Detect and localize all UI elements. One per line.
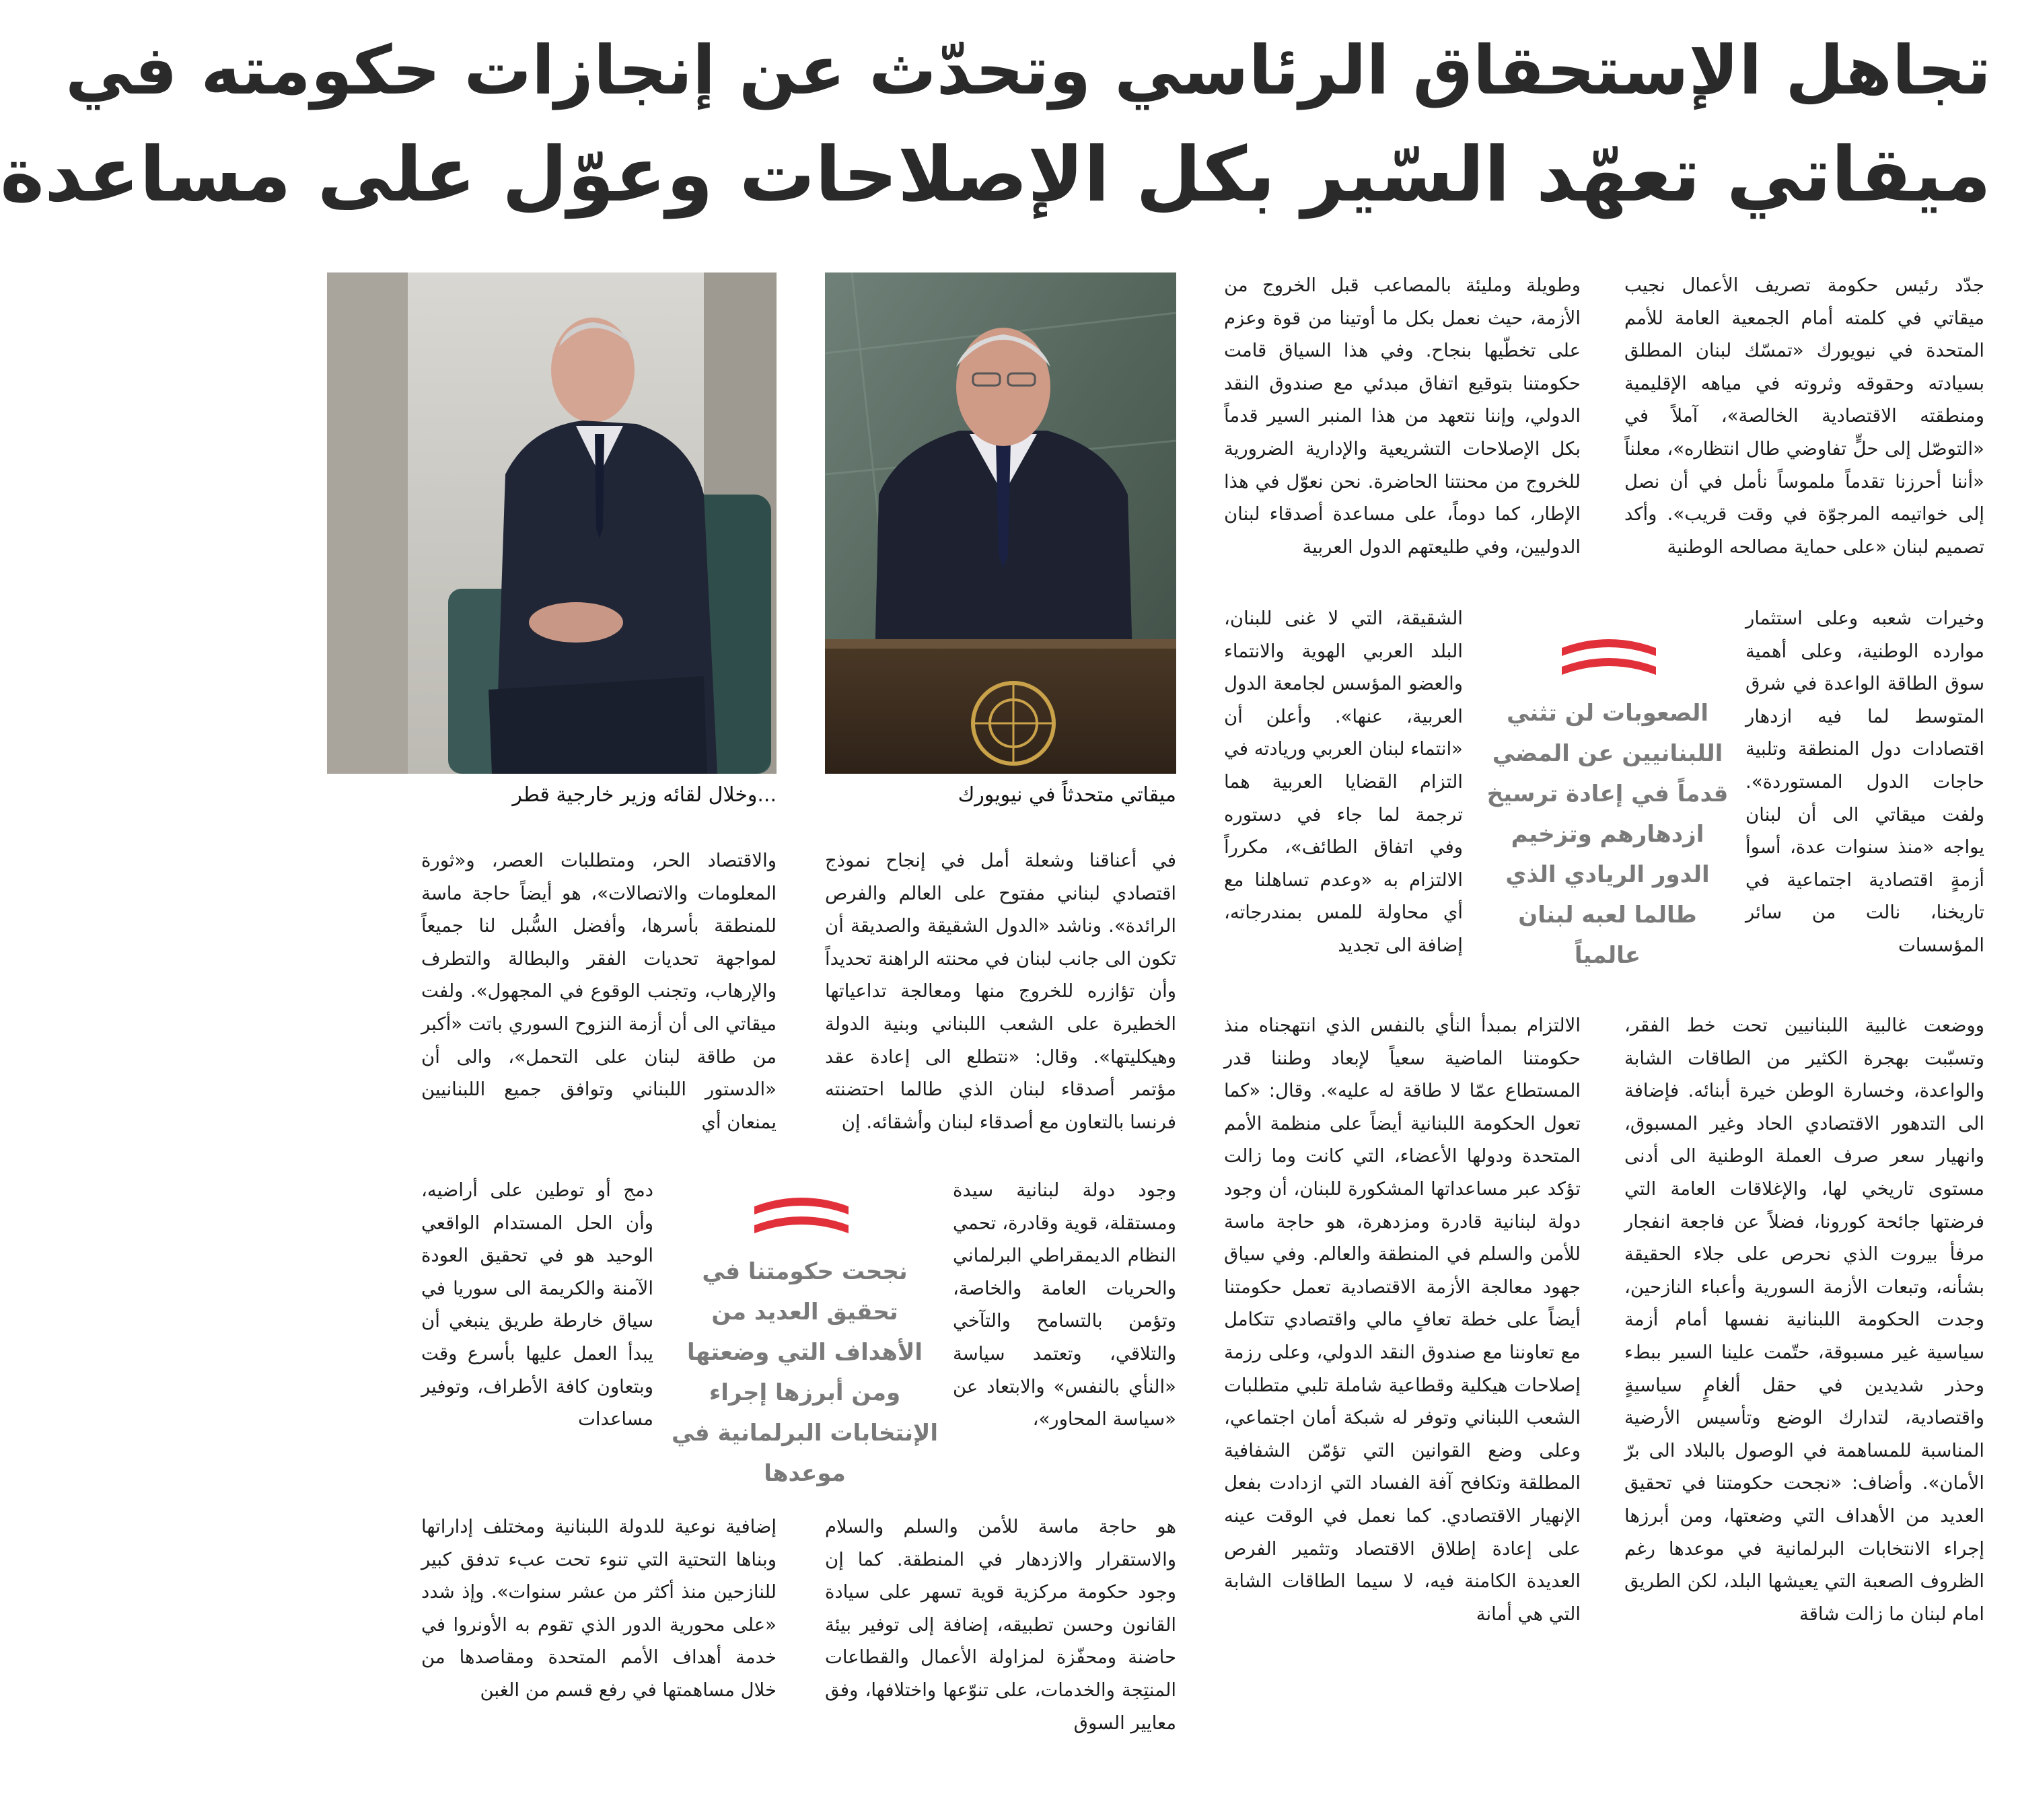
column-3-narrow: وجود دولة لبنانية سيدة ومستقلة، قوية وقادرة، تحمي النظام الديمقراطي البرلماني والحريات العامة والخاصة، وتؤمن بالتسامح والتآخي والتلاقي، وتعتمد سياسة «النأي بالنفس» والابتعاد عن «سياسة المحاور»، — [953, 1179, 1176, 1430]
podium-photo-caption: ميقاتي متحدثاً في نيويورك — [958, 783, 1176, 807]
headline-line-1: تجاهل الإستحقاق الرئاسي وتحدّث عن إنجازات حكومته في — [65, 31, 1991, 110]
lebanese-flag-ribbon-icon — [751, 1194, 852, 1241]
column-4-narrow: دمج أو توطين على أراضيه، وأن الحل المستدام الواقعي الوحيد هو في تحقيق العودة الآمنة والكريمة الى سوريا في سياق خارطة طريق ينبغي أن يبدأ العمل عليها بأسرع وقت وبتعاون كافة الأطراف، وتوفير مساعدات — [421, 1179, 653, 1430]
lebanese-flag-ribbon-icon — [1558, 636, 1659, 683]
column-2-bottom: الالتزام بمبدأ النأي بالنفس الذي انتهجناه منذ حكومتنا الماضية سعياً لإبعاد وطننا قدر المستطاع عمّا لا طاقة له عليه». وقال: «كما تعول الحكومة اللبنانية أيضاً على منظمة الأمم المتحدة ودولها الأعضاء، التي كانت وما زالت تؤكد عبر مساعداتها المشكورة للبنان، أن وجود دولة لبنانية قادرة ومزدهرة، هو حاجة ماسة للأمن والسلم في المنطقة والعالم. وفي سياق جهود معالجة الأزمة الاقتصادية تعمل حكومتنا أيضاً على خطة تعافٍ مالي واقتصادي تتكامل مع تعاوننا مع صندوق النقد الدولي، وعلى رزمة إصلاحات هيكلية وقطاعية شاملة تلبي متطلبات الشعب اللبناني وتوفر له شبكة أمان اجتماعي، وعلى وضع القوانين التي تؤمّن الشفافية المطلقة وتكافح آفة الفساد التي ازدادت بفعل الإنهيار الاقتصادي. كما نعمل في الوقت عينه على إعادة إطلاق الاقتصاد وتثمير الفرص العديدة الكامنة فيه، لا سيما الطاقات الشابة التي هي أمانة — [1224, 1015, 1581, 1625]
mikati-podium-photo — [825, 272, 1176, 774]
column-2-narrow: الشقيقة، التي لا غنى للبنان، البلد العربي الهوية والانتماء والعضو المؤسس لجامعة الدول العربية، عنها». وأعلن أن «انتماء لبنان العربي وريادته في التزام القضايا العربية هما ترجمة لما جاء في دستوره وفي اتفاق الطائف»، مكرراً الالتزام به «وعدم تساهلنا مع أي محاولة للمس بمندرجاته، إضافة الى تجديد — [1224, 608, 1463, 956]
column-1-narrow: وخيرات شعبه وعلى استثمار موارده الوطنية، وعلى أهمية سوق الطاقة الواعدة في شرق المتوسط لما فيه ازدهار اقتصادات دول المنطقة وتلبية حاجات الدول المستوردة». ولفت ميقاتي الى أن لبنان يواجه «منذ سنوات عدة، أسوأ أزمةٍ اقتصادية اجتماعية في تاريخنا، نالت من سائر المؤسسات — [1745, 608, 1984, 956]
column-4-bottom: إضافية نوعية للدولة اللبنانية ومختلف إداراتها وبناها التحتية التي تنوء تحت عبء تدفق كبير للنازحين منذ أكثر من عشر سنوات». وإذ شدد «على محورية الدور الذي تقوم به الأونروا في خدمة أهداف الأمم المتحدة ومقاصدها من خلال مساهمتها في رفع قسم من الغبن — [421, 1516, 777, 1701]
headline-line-2: ميقاتي تعهّد السّير بكل الإصلاحات وعوّل على مساعدة — [0, 131, 1991, 219]
mikati-meeting-photo — [327, 272, 777, 774]
meeting-photo-caption: ...وخلال لقائه وزير خارجية قطر — [512, 783, 777, 807]
column-3-top: في أعناقنا وشعلة أمل في إنجاح نموذج اقتصادي لبناني مفتوح على العالم والفرص الرائدة». وناشد «الدول الشقيقة والصديقة أن تكون الى جانب لبنان في محنته الراهنة تحديداً وأن تؤازره للخروج منها ومعالجة تداعياتها الخطيرة على الشعب اللبناني وبنية الدولة وهيكليتها». وقال: «نتطلع الى إعادة عقد مؤتمر أصدقاء لبنان الذي طالما احتضنته فرنسا بالتعاون مع أصدقاء لبنان وأشقائه. إن — [825, 850, 1176, 1133]
column-1-bottom: ووضعت غالبية اللبنانيين تحت خط الفقر، وتسبّبت بهجرة الكثير من الطاقات الشابة والواعدة، وخسارة الوطن خيرة أبنائه. فإضافة الى التدهور الاقتصادي الحاد وغير المسبوق، وانهيار سعر صرف العملة الوطنية الى أدنى مستوى تاريخي لها، والإغلاقات العامة التي فرضتها جائحة كورونا، فضلاً عن فاجعة انفجار مرفأ بيروت الذي نحرص على جلاء الحقيقة بشأنه، وتبعات الأزمة السورية وأعباء النازحين، وجدت الحكومة اللبنانية نفسها أمام أزمة سياسية غير مسبوقة، حتّمت علينا السير ببطء وحذر شديدين في حقل ألغامٍ سياسيةٍ واقتصادية، لتدارك الوضع وتأسيس الأرضية المناسبة للمساهمة في الوصول بالبلاد الى برّ الأمان». وأضاف: «نجحت حكومتنا في تحقيق العديد من الأهداف التي وضعتها، ومن أبرزها إجراء الانتخابات البرلمانية في موعدها رغم الظروف الصعبة التي يعيشها البلد، لكن الطريق امام لبنان ما زالت شاقة — [1624, 1015, 1984, 1625]
pull-quote-1: الصعوبات لن تثني اللبنانيين عن المضي قدماً في إعادة ترسيخ ازدهارهم وتزخيم الدور الريادي الذي طالما لعبه لبنان عالمياً — [1486, 700, 1729, 969]
column-4-top: والاقتصاد الحر، ومتطلبات العصر، و«ثورة المعلومات والاتصالات»، هو أيضاً حاجة ماسة للمنطقة بأسرها، وأفضل السُّبل لنا جميعاً لمواجهة تحديات الفقر والبطالة والتطرف والإرهاب، وتجنب الوقوع في المجهول». ولفت ميقاتي الى أن أزمة النزوح السوري باتت «أكبر من طاقة لبنان على التحمل»، والى أن «الدستور اللبناني وتوافق جميع اللبنانيين يمنعان أي — [421, 850, 777, 1133]
column-3-bottom: هو حاجة ماسة للأمن والسلم والسلام والاستقرار والازدهار في المنطقة. كما إن وجود حكومة مركزية قوية تسهر على سيادة القانون وحسن تطبيقه، إضافة إلى توفير بيئة حاضنة ومحفّزة لمزاولة الأعمال والقطاعات المنتِجة والخدمات، على تنوّعها واختلافها، وفق معايير السوق — [825, 1516, 1176, 1734]
column-1-top: جدّد رئيس حكومة تصريف الأعمال نجيب ميقاتي في كلمته أمام الجمعية العامة للأمم المتحدة في نيويورك «تمسّك لبنان المطلق بسيادته وحقوقه وثروته في مياهه الإقليمية ومنطقته الاقتصادية الخالصة»، آملاً في «التوصّل إلى حلٍّ تفاوضي طال انتظاره»، معلناً «أننا أحرزنا تقدماً ملموساً نأمل في أن نصل إلى خواتيمه المرجوّة في وقت قريب». وأكد تصميم لبنان «على حماية مصالحه الوطنية — [1624, 275, 1984, 558]
pull-quote-2: نجحت حكومتنا في تحقيق العديد من الأهداف التي وضعتها ومن أبرزها إجراء الإنتخابات البرلمانية في موعدها — [672, 1258, 938, 1487]
column-2-top: وطويلة ومليئة بالمصاعب قبل الخروج من الأزمة، حيث نعمل بكل ما أوتينا من قوة وعزم على تخطّيها بنجاح. وفي هذا السياق قامت حكومتنا بتوقيع اتفاق مبدئي مع صندوق النقد الدولي، وإننا نتعهد من هذا المنبر السير قدماً بكل الإصلاحات التشريعية والإدارية الضرورية للخروج من محنتنا الحاضرة. نحن نعوّل في هذا الإطار، كما دوماً، على مساعدة أصدقاء لبنان الدوليين، وفي طليعتهم الدول العربية — [1224, 275, 1581, 558]
